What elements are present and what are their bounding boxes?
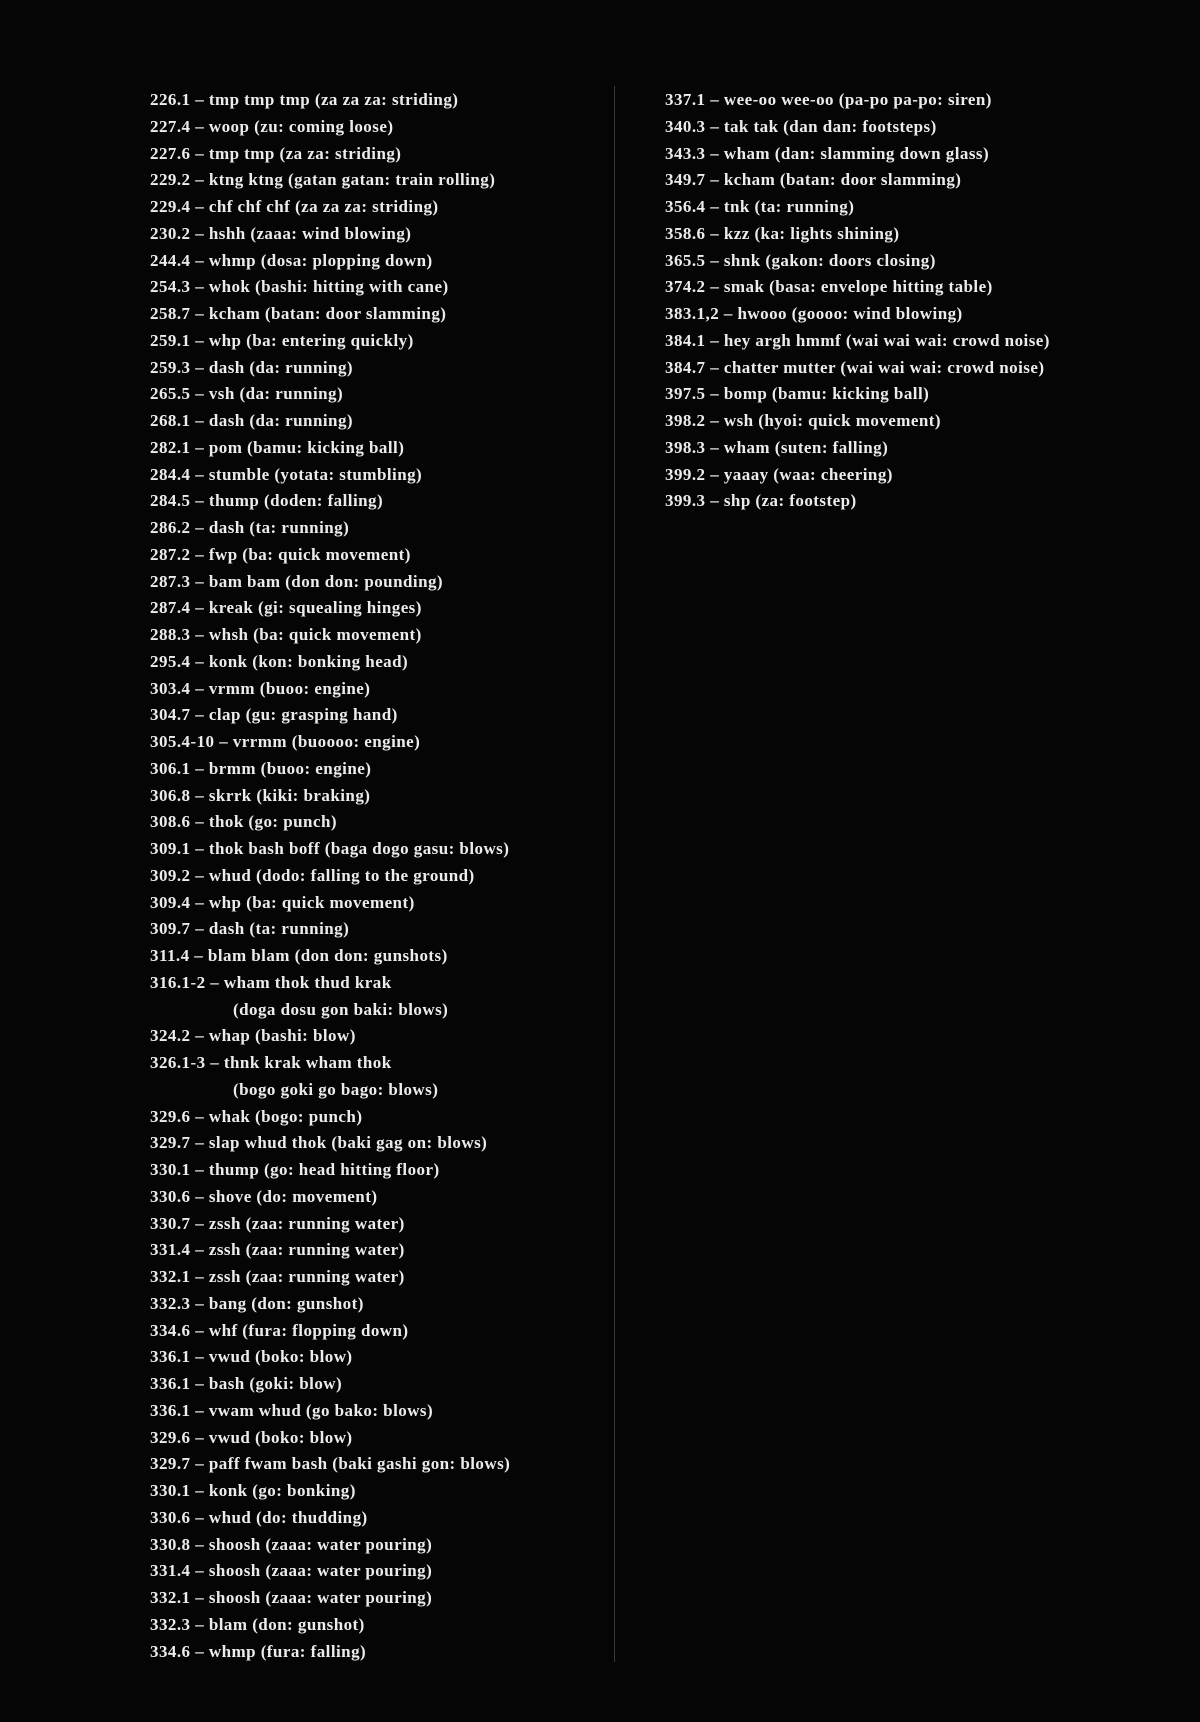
sfx-entry: 329.6 – vwud (boko: blow): [150, 1427, 353, 1447]
sfx-entry: 397.5 – bomp (bamu: kicking ball): [665, 384, 930, 404]
sfx-entry: 383.1,2 – hwooo (goooo: wind blowing): [665, 304, 963, 323]
sfx-entry: 229.4 – chf chf chf (za za za: striding): [150, 197, 439, 216]
sfx-entry: 287.2 – fwp (ba: quick movement): [150, 544, 411, 564]
sfx-entry: 398.3 – wham (suten: falling): [665, 437, 889, 457]
sfx-entry: 332.1 – shoosh (zaaa: water pouring): [150, 1588, 433, 1607]
sfx-entry: 384.1 – hey argh hmmf (wai wai wai: crowd noise): [665, 330, 1050, 350]
sfx-entry: 308.6 – thok (go: punch): [150, 812, 337, 832]
sfx-entry: 399.3 – shp (za: footstep): [665, 491, 857, 511]
sfx-entry: 365.5 – shnk (gakon: doors closing): [665, 250, 936, 270]
sfx-entry: 309.7 – dash (ta: running): [150, 919, 350, 939]
sfx-entry: 309.1 – thok bash boff (baga dogo gasu: blows): [150, 839, 510, 858]
sfx-entry: 334.6 – whf (fura: flopping down): [150, 1320, 409, 1340]
sfx-entry: 288.3 – whsh (ba: quick movement): [150, 625, 422, 644]
sfx-entry: 227.6 – tmp tmp (za za: striding): [150, 143, 402, 163]
sfx-entry: 336.1 – vwam whud (go bako: blows): [150, 1400, 434, 1420]
sfx-entry: 374.2 – smak (basa: envelope hitting table): [665, 277, 993, 297]
sfx-entry: 330.7 – zssh (zaa: running water): [150, 1213, 405, 1233]
sfx-entry: 244.4 – whmp (dosa: plopping down): [150, 250, 433, 270]
sfx-entry: 287.4 – kreak (gi: squealing hinges): [150, 598, 422, 618]
sfx-entry: 282.1 – pom (bamu: kicking ball): [150, 437, 405, 457]
sfx-entry: 329.7 – paff fwam bash (baki gashi gon: blows): [150, 1454, 511, 1474]
sfx-entry: 305.4-10 – vrrmm (buoooo: engine): [150, 732, 421, 751]
sfx-entry: 284.5 – thump (doden: falling): [150, 491, 384, 511]
sfx-entry: 258.7 – kcham (batan: door slamming): [150, 304, 447, 323]
sfx-entry: 334.6 – whmp (fura: falling): [150, 1641, 367, 1661]
sfx-entry: 384.7 – chatter mutter (wai wai wai: crowd noise): [665, 357, 1045, 377]
sfx-entry: 287.3 – bam bam (don don: pounding): [150, 571, 444, 591]
sfx-entry: 332.1 – zssh (zaa: running water): [150, 1267, 405, 1286]
sfx-entry: 340.3 – tak tak (dan dan: footsteps): [665, 116, 937, 136]
sfx-entry: 309.4 – whp (ba: quick movement): [150, 892, 415, 912]
sfx-entry: 227.4 – woop (zu: coming loose): [150, 116, 394, 136]
sfx-entry: 304.7 – clap (gu: grasping hand): [150, 705, 398, 725]
sfx-entry: 259.1 – whp (ba: entering quickly): [150, 330, 414, 350]
sfx-glossary-right-column: [665, 87, 1050, 515]
sfx-entry: 329.7 – slap whud thok (baki gag on: blows): [150, 1133, 488, 1153]
sfx-entry: 286.2 – dash (ta: running): [150, 518, 350, 537]
sfx-entry: 284.4 – stumble (yotata: stumbling): [150, 464, 423, 484]
sfx-entry: 336.1 – bash (goki: blow): [150, 1374, 343, 1393]
sfx-entry: 336.1 – vwud (boko: blow): [150, 1347, 353, 1367]
sfx-entry: 295.4 – konk (kon: bonking head): [150, 651, 409, 671]
sfx-entry: 331.4 – zssh (zaa: running water): [150, 1240, 405, 1260]
sfx-entry: 331.4 – shoosh (zaaa: water pouring): [150, 1561, 433, 1581]
sfx-entry: 330.1 – thump (go: head hitting floor): [150, 1160, 440, 1179]
sfx-entry: 326.1-3 – thnk krak wham thok: [150, 1053, 392, 1072]
sfx-entry: 349.7 – kcham (batan: door slamming): [665, 170, 962, 190]
sfx-entry: 229.2 – ktng ktng (gatan gatan: train rolling): [150, 170, 496, 190]
sfx-entry: 303.4 – vrmm (buoo: engine): [150, 678, 371, 698]
sfx-entry: 230.2 – hshh (zaaa: wind blowing): [150, 223, 412, 243]
sfx-entry: 316.1-2 – wham thok thud krak: [150, 972, 392, 992]
sfx-entry: 337.1 – wee-oo wee-oo (pa-po pa-po: siren): [665, 90, 992, 109]
sfx-entry: 268.1 – dash (da: running): [150, 411, 353, 430]
sfx-entry: 332.3 – blam (don: gunshot): [150, 1614, 365, 1634]
sfx-entry: 399.2 – yaaay (waa: cheering): [665, 464, 893, 484]
sfx-entry: 356.4 – tnk (ta: running): [665, 197, 855, 216]
sfx-glossary-left-column: [150, 87, 510, 1665]
sfx-entry: 332.3 – bang (don: gunshot): [150, 1293, 364, 1313]
sfx-entry: 226.1 – tmp tmp tmp (za za za: striding): [150, 90, 459, 109]
sfx-entry: 358.6 – kzz (ka: lights shining): [665, 223, 900, 243]
sfx-entry: 330.8 – shoosh (zaaa: water pouring): [150, 1534, 433, 1554]
sfx-entry: 311.4 – blam blam (don don: gunshots): [150, 946, 448, 965]
sfx-entry: 265.5 – vsh (da: running): [150, 384, 344, 404]
sfx-entry: 330.6 – whud (do: thudding): [150, 1507, 368, 1527]
sfx-entry-continuation: (bogo goki go bago: blows): [233, 1079, 439, 1099]
sfx-entry: 259.3 – dash (da: running): [150, 357, 353, 377]
sfx-entry: 330.1 – konk (go: bonking): [150, 1481, 356, 1500]
sfx-entry: 330.6 – shove (do: movement): [150, 1186, 378, 1206]
sfx-entry: 254.3 – whok (bashi: hitting with cane): [150, 277, 449, 297]
sfx-entry: 329.6 – whak (bogo: punch): [150, 1106, 363, 1126]
sfx-entry: 324.2 – whap (bashi: blow): [150, 1026, 356, 1046]
sfx-entry: 306.8 – skrrk (kiki: braking): [150, 785, 371, 805]
sfx-entry-continuation: (doga dosu gon baki: blows): [233, 999, 449, 1019]
sfx-entry: 343.3 – wham (dan: slamming down glass): [665, 143, 990, 163]
sfx-entry: 398.2 – wsh (hyoi: quick movement): [665, 411, 941, 430]
column-divider: [614, 86, 615, 1662]
sfx-entry: 306.1 – brmm (buoo: engine): [150, 758, 372, 778]
sfx-entry: 309.2 – whud (dodo: falling to the ground): [150, 865, 475, 885]
